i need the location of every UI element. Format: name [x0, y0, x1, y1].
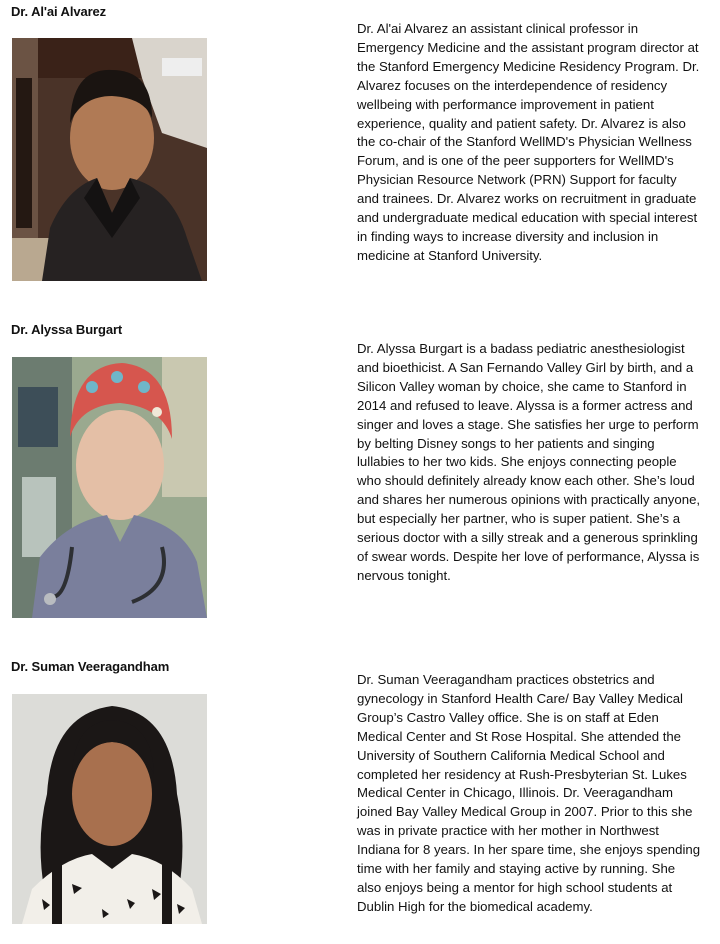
person-name: Dr. Alyssa Burgart	[11, 322, 123, 337]
portrait-photo	[12, 38, 207, 281]
portrait-photo	[12, 357, 207, 618]
portrait-photo	[12, 694, 207, 924]
person-bio: Dr. Alyssa Burgart is a badass pediatric anesthesiologist and bioethicist. A San Fernando Valley Girl by birth, and a Silicon Valley woman by choice, she came to Stanford in 2014 and refused to leave. Alyssa is a former actress and singer and loves a stage. She satisfies her urge to perform by belting Disney songs to her patients and singing lullabies to her two kids. She enjoys connecting people who should definitely already know each other. She’s loud and shares her numerous opinions with practically anyone, but especially her partner, who is super patient. She’s a serious doctor with a silly streak and a generous sprinkling of swear words. Despite her love of performance, Alyssa is nervous tonight.	[357, 341, 701, 583]
person-name: Dr. Al'ai Alvarez	[11, 4, 107, 19]
person-name: Dr. Suman Veeragandham	[11, 659, 170, 674]
person-bio: Dr. Al'ai Alvarez an assistant clinical professor in Emergency Medicine and the assistant program director at the Stanford Emergency Medicine Residency Program. Dr. Alvarez focuses on the interdependence of residency wellbeing with performance improvement in patient experience, quality and patient safety. Dr. Alvarez is also the co-chair of the Stanford WellMD's Physician Wellness Forum, and is one of the peer supporters for WellMD's Physician Resource Network (PRN) Support for faculty and trainees. Dr. Alvarez works on recruitment in graduate and undergraduate medical education with special interest in finding ways to increase diversity and inclusion in medicine at Stanford University.	[357, 21, 700, 263]
person-bio: Dr. Suman Veeragandham practices obstetrics and gynecology in Stanford Health Care/ Bay Valley Medical Group’s Castro Valley office. She is on staff at Eden Medical Center and St Rose Hospital. She attended the University of Southern California Medical School and completed her residency at Rush-Presbyterian St. Lukes Medical Center in Chicago, Illinois. Dr. Veeragandham joined Bay Valley Medical Group in 2007. Prior to this she was in private practice with her mother in Northwest Indiana for 8 years. In her spare time, she enjoys spending time with her family and staying active by running. She also enjoys being a mentor for high school students at Dublin High for the biomedical academy.	[357, 672, 701, 914]
